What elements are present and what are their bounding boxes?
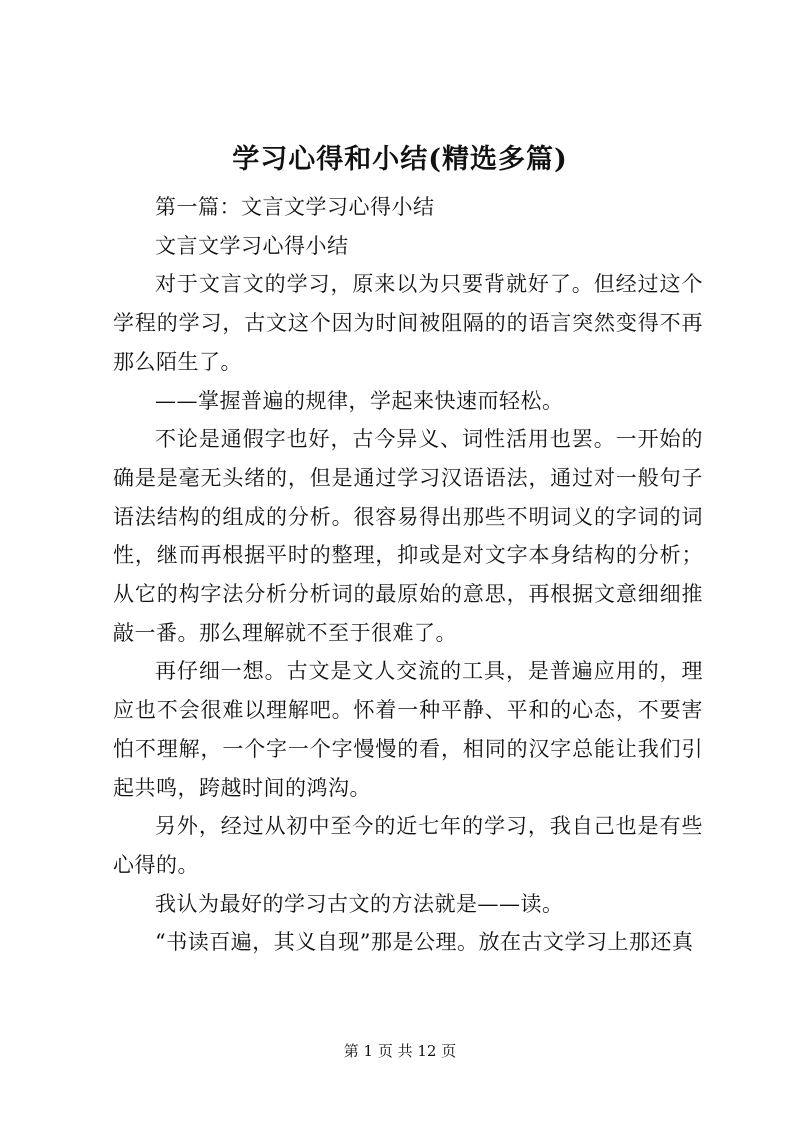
body-paragraph: ——掌握普遍的规律，学起来快速而轻松。 [155, 388, 564, 413]
body-paragraph: “书读百遍，其义自现”那是公理。放在古文学习上那还真 [155, 930, 694, 955]
body-paragraph: 另外，经过从初中至今的近七年的学习，我自己也是有些心得的。 [113, 814, 703, 877]
page-number-footer: 第 1 页 共 12 页 [343, 1042, 457, 1060]
document-body [113, 188, 703, 962]
body-paragraph: 不论是通假字也好，古今异义、词性活用也罢。一开始的确是是毫无头绪的，但是通过学习汉语语法，通过对一般句子语法结构的组成的分析。很容易得出那些不明词义的字词的词性，继而再根据平时的整理，抑或是对文字本身结构的分析；从它的构字法分析分析词的最原始的意思，再根据文意细细推敲一番。那么理解就不至于很难了。 [113, 427, 703, 645]
body-paragraph: 对于文言文的学习，原来以为只要背就好了。但经过这个学程的学习，古文这个因为时间被阻隔的的语言突然变得不再那么陌生了。 [113, 272, 703, 374]
article-subtitle: 文言文学习心得小结 [155, 233, 349, 258]
section-heading: 第一篇：文言文学习心得小结 [155, 195, 435, 219]
document-title: 学习心得和小结(精选多篇) [232, 144, 568, 175]
body-paragraph: 我认为最好的学习古文的方法就是——读。 [155, 891, 564, 916]
body-paragraph: 再仔细一想。古文是文人交流的工具，是普遍应用的，理应也不会很难以理解吧。怀着一种平静、平和的心态，不要害怕不理解，一个字一个字慢慢的看，相同的汉字总能让我们引起共鸣，跨越时间的鸿沟。 [113, 659, 703, 800]
